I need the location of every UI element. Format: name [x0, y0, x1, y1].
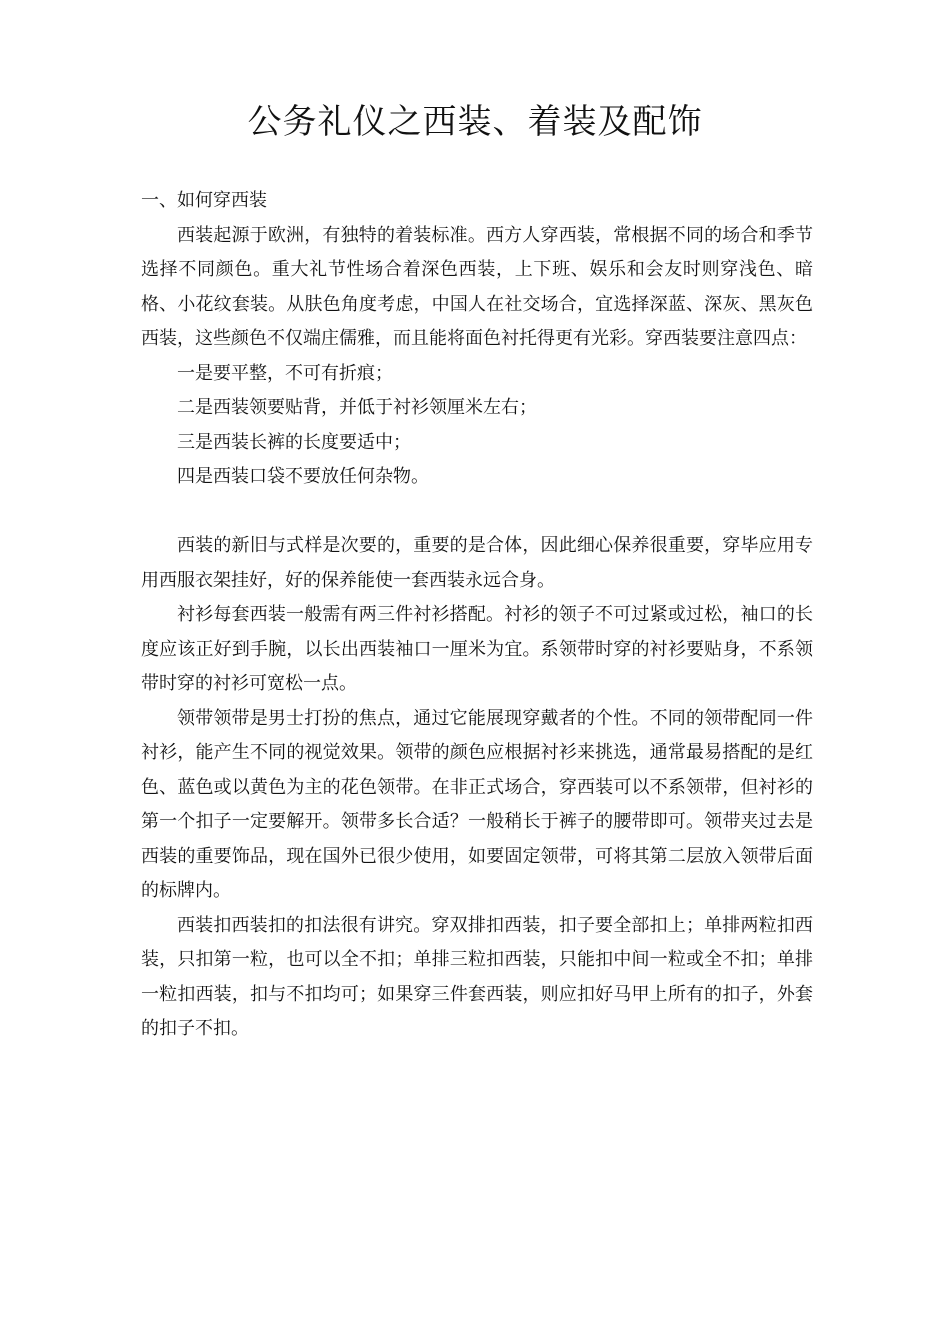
point-item: 四是西装口袋不要放任何杂物。	[177, 466, 429, 487]
document-body	[141, 184, 813, 1047]
body-paragraph: 衬衫每套西装一般需有两三件衬衫搭配。衬衫的领子不可过紧或过松，袖口的长度应该正好到手腕，以长出西装袖口一厘米为宜。系领带时穿的衬衫要贴身，不系领带时穿的衬衫可宽松一点。	[141, 604, 813, 694]
point-item: 一是要平整，不可有折痕；	[177, 362, 393, 384]
document-title: 公务礼仪之西装、着装及配饰	[247, 102, 703, 142]
section-heading: 一、如何穿西装	[141, 190, 267, 211]
body-paragraph: 领带领带是男士打扮的焦点，通过它能展现穿戴者的个性。不同的领带配同一件衬衫，能产生不同的视觉效果。领带的颜色应根据衬衫来挑选，通常最易搭配的是红色、蓝色或以黄色为主的花色领带。在非正式场合，穿西装可以不系领带，但衬衫的第一个扣子一定要解开。领带多长合适？一般稍长于裤子的腰带即可。领带夹过去是西装的重要饰品，现在国外已很少使用，如要固定领带，可将其第二层放入领带后面的标牌内。	[141, 707, 813, 901]
point-item: 二是西装领要贴背，并低于衬衫领厘米左右；	[177, 397, 537, 418]
intro-paragraph: 西装起源于欧洲，有独特的着装标准。西方人穿西装，常根据不同的场合和季节选择不同颜色。重大礼节性场合着深色西装，上下班、娱乐和会友时则穿浅色、暗格、小花纹套装。从肤色角度考虑，中国人在社交场合，宜选择深蓝、深灰、黑灰色西装，这些颜色不仅端庄儒雅，而且能将面色衬托得更有光彩。穿西装要注意四点：	[141, 224, 813, 349]
blank-line	[141, 495, 813, 530]
body-paragraph: 西装的新旧与式样是次要的，重要的是合体，因此细心保养很重要，穿毕应用专用西服衣架挂好，好的保养能使一套西装永远合身。	[141, 535, 813, 591]
point-item: 三是西装长裤的长度要适中；	[177, 431, 411, 453]
body-paragraph: 西装扣西装扣的扣法很有讲究。穿双排扣西装，扣子要全部扣上；单排两粒扣西装，只扣第一粒，也可以全不扣；单排三粒扣西装，只能扣中间一粒或全不扣；单排一粒扣西装，扣与不扣均可；如果穿三件套西装，则应扣好马甲上所有的扣子，外套的扣子不扣。	[141, 914, 813, 1039]
